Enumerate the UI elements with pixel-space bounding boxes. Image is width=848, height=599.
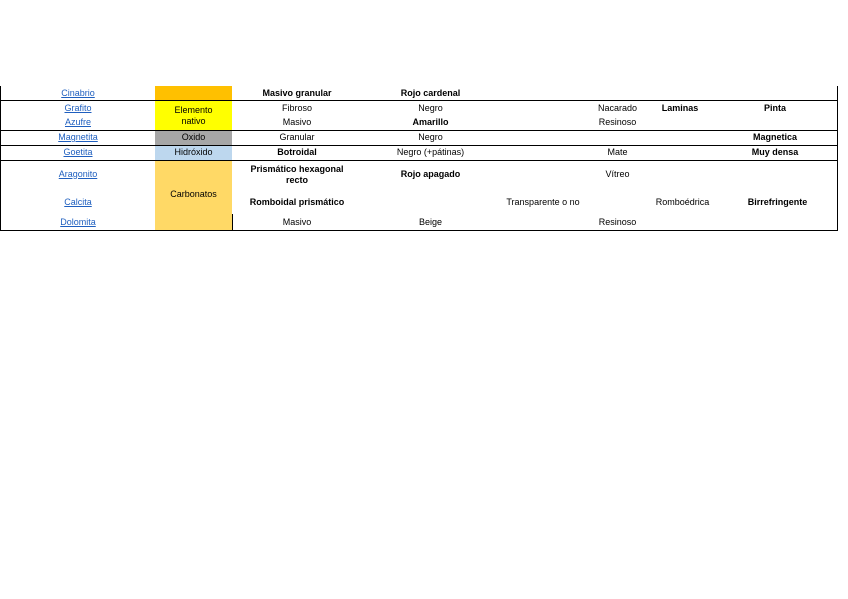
habit-cell: Masivo granular [262, 88, 332, 98]
row-border [0, 230, 838, 231]
group-cell: Oxido [181, 132, 206, 142]
property-cell: Muy densa [751, 147, 799, 157]
habit-cell: Masivo [282, 217, 312, 227]
left-border [0, 86, 1, 231]
form-cell: Romboédrica [655, 196, 710, 207]
habit-cell: Masivo [282, 117, 312, 127]
color-cell: Negro [418, 103, 443, 113]
luster-cell: Mate [607, 147, 628, 157]
color-cell: Rojo cardenal [400, 88, 461, 98]
mineral-name-link[interactable]: Azufre [64, 117, 91, 127]
color-cell: Amarillo [412, 117, 449, 127]
habit-cell: Botroidal [277, 147, 317, 157]
property-cell: Magnetica [752, 132, 797, 142]
mineral-name-link[interactable]: Calcita [64, 196, 92, 207]
mineral-name-link[interactable]: Magnetita [58, 132, 98, 142]
mineral-name-link[interactable]: Cinabrio [61, 88, 95, 98]
row-border [0, 160, 838, 161]
mineral-name-link[interactable]: Goetita [63, 147, 93, 157]
color-cell: Rojo apagado [400, 168, 461, 179]
form-cell: Laminas [661, 103, 699, 113]
group-carbonatos: Carbonatos [170, 188, 217, 199]
habit-cell: Prismático hexagonal recto [250, 163, 344, 185]
habit-cell: Granular [279, 132, 315, 142]
luster-cell: Nacarado [597, 103, 638, 113]
row-border [0, 100, 838, 101]
column-border [232, 214, 233, 230]
luster-cell: Resinoso [598, 117, 637, 127]
mineral-name-link[interactable]: Grafito [64, 103, 92, 113]
group-cell: Hidróxido [174, 147, 213, 157]
property-cell: Pinta [763, 103, 786, 113]
habit-cell: Fibroso [281, 103, 312, 113]
transparency-cell: Transparente o no [506, 196, 580, 207]
mineral-name-link[interactable]: Aragonito [58, 168, 98, 179]
group-elemento-nativo: Elemento nativo [174, 104, 213, 126]
habit-cell: Romboidal prismático [249, 196, 345, 207]
color-cell: Negro [418, 132, 443, 142]
luster-cell: Resinoso [598, 217, 637, 227]
color-cell: Negro (+pátinas) [396, 147, 465, 157]
fill-cinabrio-group [155, 86, 232, 101]
right-border [837, 86, 838, 231]
mineral-name-link[interactable]: Dolomita [60, 217, 96, 227]
color-cell: Beige [418, 217, 443, 227]
property-cell: Birrefringente [747, 196, 808, 207]
luster-cell: Vítreo [605, 168, 630, 179]
